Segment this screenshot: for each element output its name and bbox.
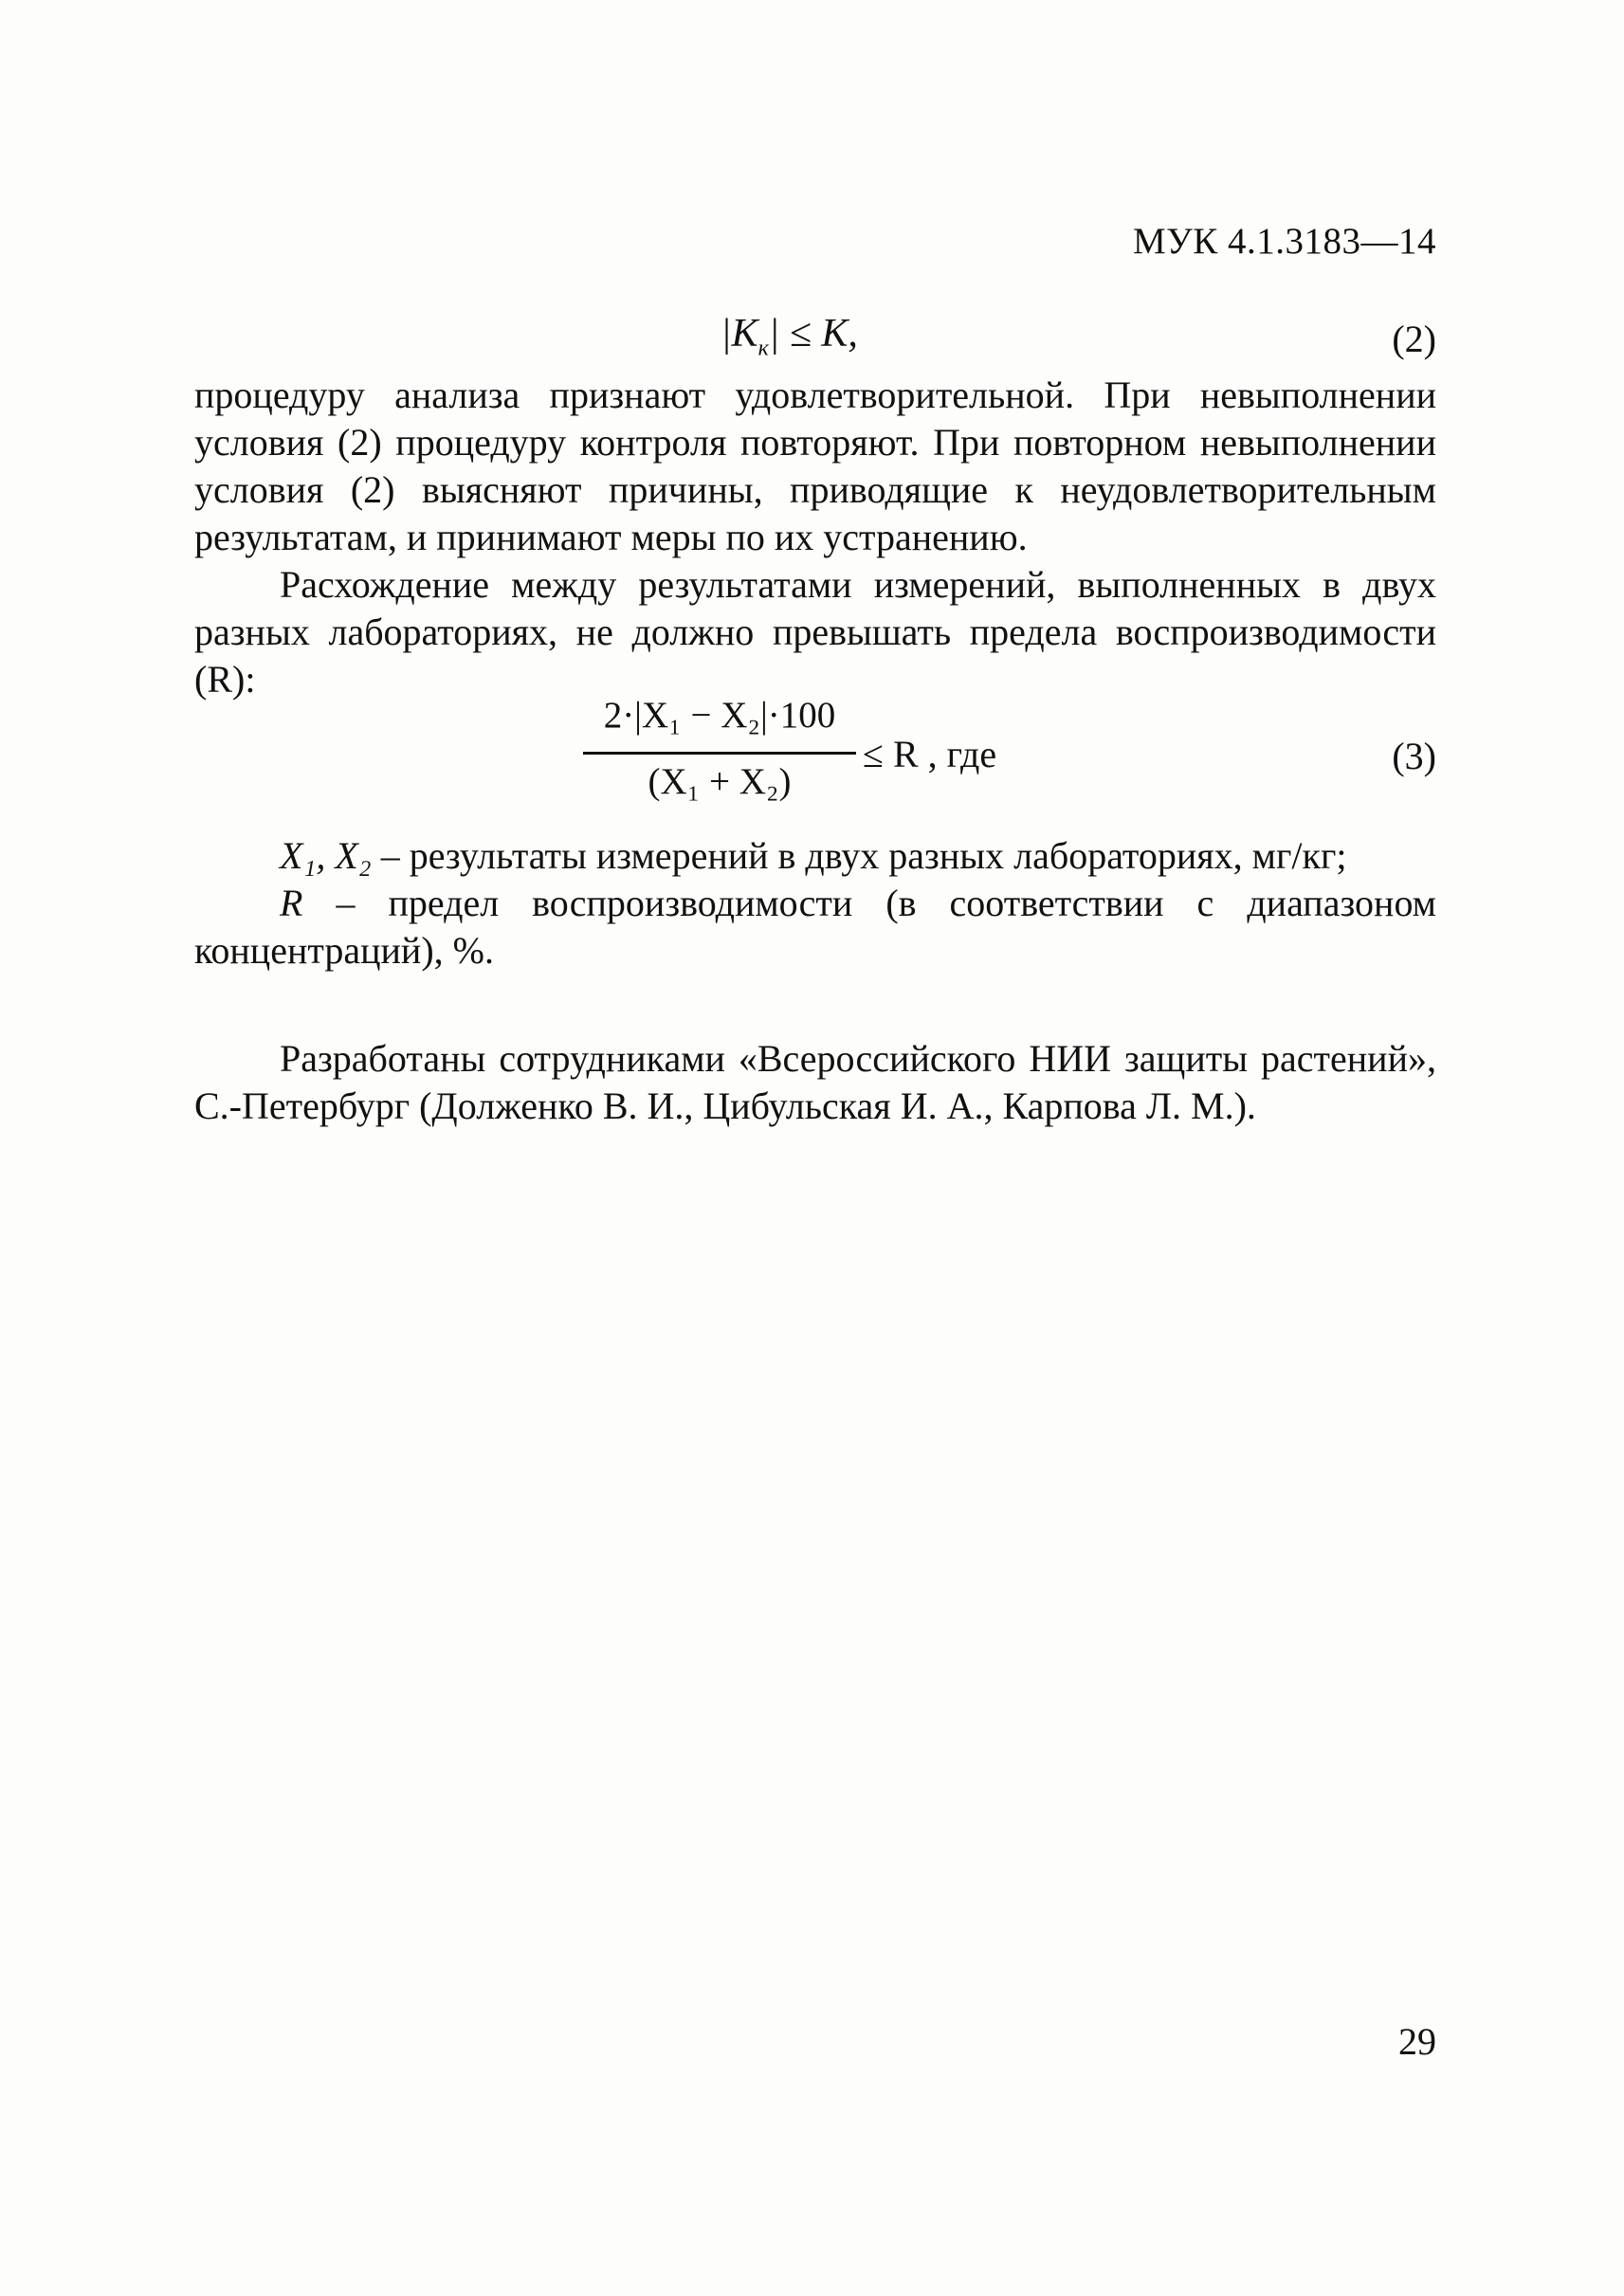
formula-2-right: | ≤ K, bbox=[768, 312, 858, 355]
formula-3-tail: ≤ R , где bbox=[863, 733, 997, 775]
formula-2 bbox=[194, 311, 1436, 363]
definition-symbol: X₁, X₂ bbox=[280, 834, 372, 877]
definition-r bbox=[194, 880, 1436, 975]
formula-3-fraction bbox=[583, 692, 856, 815]
definitions-list bbox=[194, 832, 1436, 975]
definition-text: – предел воспроизводимости (в соответствии с диапазоном концентраций), %. bbox=[194, 882, 1436, 972]
fraction-bar bbox=[583, 752, 856, 755]
formula-2-number: (2) bbox=[1392, 318, 1436, 360]
definition-text: – результаты измерений в двух разных лабораториях, мг/кг; bbox=[371, 834, 1347, 877]
definition-symbol: R bbox=[280, 882, 303, 924]
definition-x bbox=[194, 832, 1436, 880]
formula-2-left: |K bbox=[721, 312, 758, 355]
formula-2-subscript: к bbox=[757, 336, 769, 361]
formula-3 bbox=[194, 692, 1436, 815]
formula-2-expression bbox=[721, 311, 858, 361]
page-number: 29 bbox=[1398, 2020, 1436, 2063]
formula-3-denominator: (X₁ + X₂) bbox=[648, 761, 792, 802]
paragraph-reproducibility: Расхождение между результатами измерений, выполненных в двух разных лабораториях, не должно превышать предела воспроизводимости (R): bbox=[194, 563, 1436, 701]
formula-3-number: (3) bbox=[1392, 735, 1436, 777]
paragraph-acceptance: процедуру анализа признают удовлетворительной. При невыполнении условия (2) процедуру контроля повторяют. При повторном невыполнении условия (2) выясняют причины, приводящие к неудовлетворительным результатам, и принимают меры по их устранению. bbox=[194, 374, 1436, 558]
document-code: МУК 4.1.3183—14 bbox=[1132, 221, 1436, 262]
credits-paragraph: Разработаны сотрудниками «Всероссийского НИИ защиты растений», С.-Петербург (Долженко В. И., Цибульская И. А., Карпова Л. М.). bbox=[194, 1037, 1436, 1127]
formula-3-numerator: 2·|X₁ − X₂|·100 bbox=[603, 695, 836, 736]
